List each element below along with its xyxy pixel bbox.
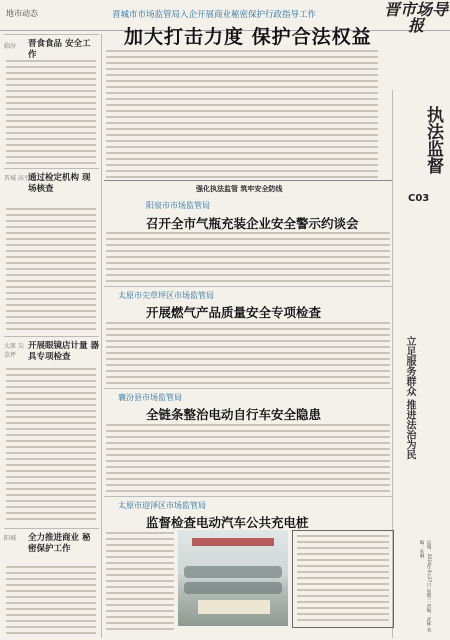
left-article-category: 临汾: [4, 43, 17, 50]
article-body-text: [106, 532, 174, 632]
article-headline: 监督检查电动汽车公共充电桩: [146, 515, 309, 530]
left-article-headline: 晋食食品 安全工作: [28, 39, 91, 60]
lead-kicker: 晋城市市场监管局入企开展商业秘密保护行政指导工作: [112, 10, 317, 20]
photo-audience-row: [184, 566, 282, 578]
photo-audience-row: [184, 582, 282, 594]
article-body-text: [106, 322, 390, 386]
article-divider: [104, 496, 392, 497]
masthead: [382, 2, 448, 84]
column-divider: [101, 34, 102, 638]
article-divider: [104, 388, 392, 389]
box-title: 强化执法监管 筑牢安全防线: [196, 185, 283, 193]
left-article-category: 阳城: [4, 535, 17, 542]
left-article-headline: 全力推进商业 秘密保护工作: [28, 533, 91, 554]
article-divider: [104, 286, 392, 287]
left-body-text: [6, 566, 96, 636]
page-number: C03: [408, 193, 430, 204]
left-article-category: 太原 尖草坪: [4, 343, 24, 359]
photo-banner: [192, 538, 274, 546]
issue-info: 运城：2024年3月27日 星期三 责编：武林 美编：朱琳: [419, 540, 431, 632]
left-article-headline: 通过检定机构 现场核查: [28, 173, 91, 194]
caption-box: [292, 530, 394, 628]
article-kicker: 阳泉市市场监管局: [146, 201, 210, 210]
caption-text: [297, 535, 389, 623]
page-title: 执法监督: [423, 106, 443, 174]
left-body-text: [6, 60, 96, 164]
article-photo: [178, 530, 288, 626]
article-headline: 全链条整治电动自行车安全隐患: [146, 407, 322, 422]
article-kicker: 襄汾县市场监管局: [118, 393, 182, 402]
article-body-text: [106, 424, 390, 494]
article-kicker: 太原市迎泽区市场监管局: [118, 501, 206, 510]
photo-table: [198, 600, 270, 614]
article-body-text: [106, 232, 390, 284]
article-kicker: 太原市尖草坪区市场监管局: [118, 291, 214, 300]
left-body-text: [6, 368, 96, 522]
left-article-headline: 开展眼镜店计量 器具专项检查: [28, 341, 99, 362]
left-body-text: [6, 208, 96, 332]
section-label: 地市动态: [6, 9, 38, 18]
slogan: 立足服务群众 推进法治为民: [404, 336, 415, 460]
section-rule: [104, 180, 392, 181]
masthead-logo: 晋市场导报: [384, 0, 449, 35]
left-article-category: 晋城 高平: [4, 175, 30, 182]
lead-body-text: [106, 50, 378, 178]
article-headline: 开展燃气产品质量安全专项检查: [146, 305, 322, 320]
article-headline: 召开全市气瓶充装企业安全警示约谈会: [146, 216, 359, 231]
lead-headline: 加大打击力度 保护合法权益: [124, 26, 372, 48]
